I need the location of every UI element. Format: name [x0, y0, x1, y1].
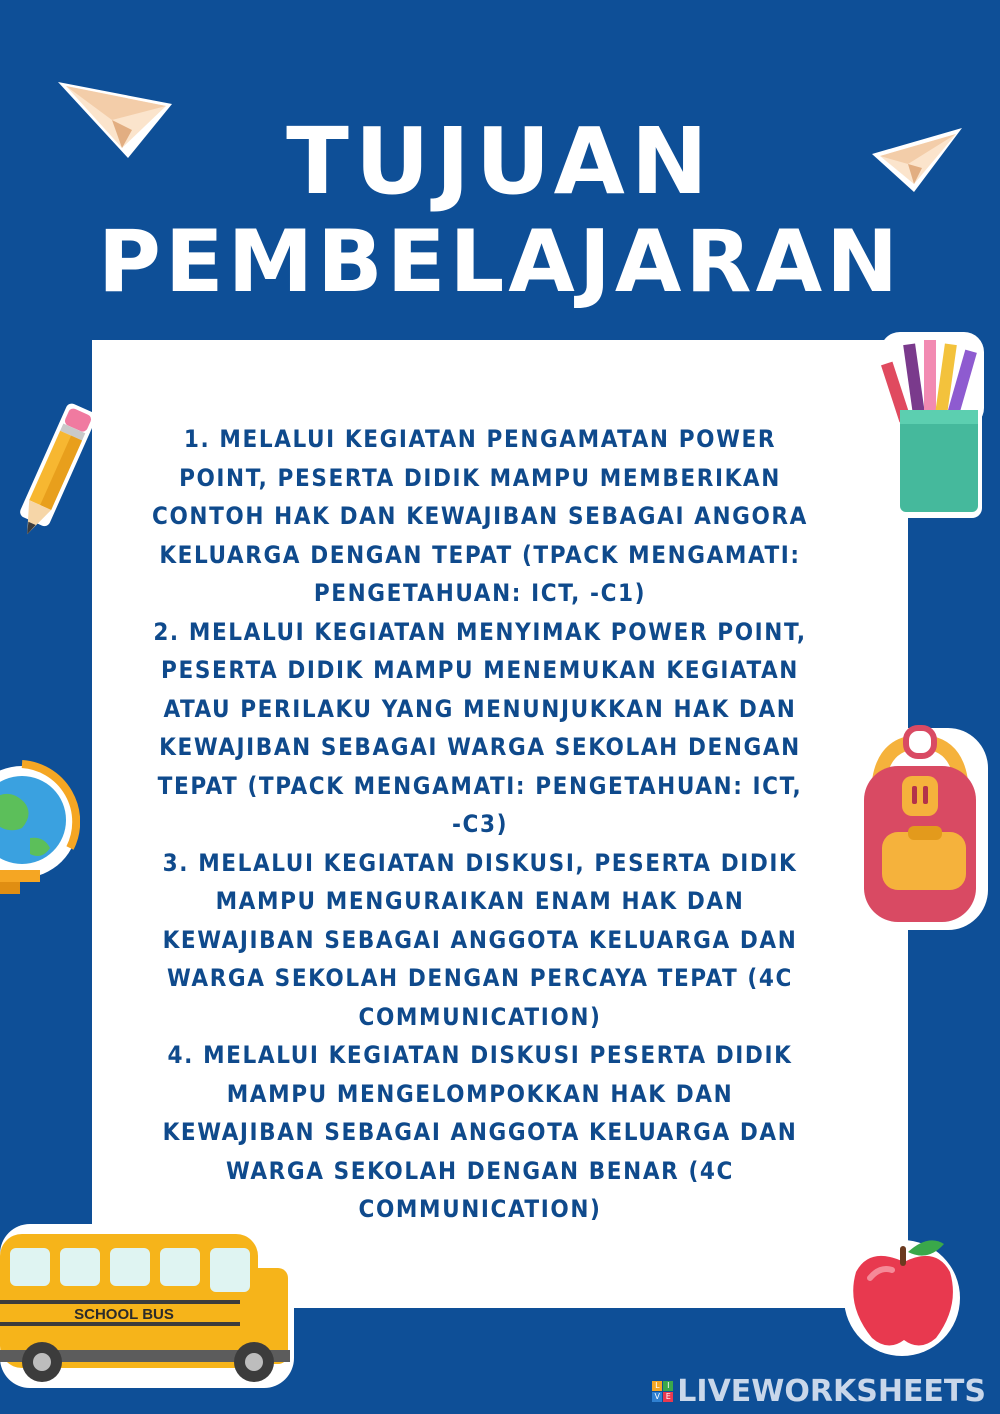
objective-item: 3. MELALUI KEGIATAN DISKUSI, PESERTA DIDIK MAMPU MENGURAIKAN ENAM HAK DAN KEWAJIBAN SEBAGAI ANGGOTA KELUARGA DAN WARGA SEKOLAH DENGAN PERCAYA TEPAT (4C COMMUNICATION) — [162, 848, 798, 1031]
school-bus-icon — [0, 1224, 300, 1396]
liveworksheets-logo-icon: L I V E — [652, 1381, 673, 1402]
backpack-icon — [846, 722, 994, 936]
pencil-cup-icon — [862, 322, 992, 522]
liveworksheets-watermark — [652, 1374, 986, 1408]
bus-label: SCHOOL BUS — [74, 1306, 174, 1323]
objective-item: 2. MELALUI KEGIATAN MENYIMAK POWER POINT, PESERTA DIDIK MAMPU MENEMUKAN KEGIATAN ATAU PERILAKU YANG MENUNJUKKAN HAK DAN KEWAJIBAN SEBAGAI WARGA SEKOLAH DENGAN TEPAT (TPACK MENGAMATI: PENGETAHUAN: ICT, -C3) — [153, 617, 807, 838]
paper-plane-icon — [868, 124, 966, 196]
page-title-line1: TUJUAN — [286, 108, 714, 215]
objective-item: 1. MELALUI KEGIATAN PENGAMATAN POWER POINT, PESERTA DIDIK MAMPU MEMBERIKAN CONTOH HAK DAN KEWAJIBAN SEBAGAI ANGORA KELUARGA DENGAN TEPAT (TPACK MENGAMATI: PENGETAHUAN: ICT, -C1) — [152, 425, 808, 607]
page-title-line2: PEMBELAJARAN — [97, 212, 903, 312]
objectives-list — [150, 420, 810, 1229]
apple-icon — [840, 1226, 966, 1358]
objective-item: 4. MELALUI KEGIATAN DISKUSI PESERTA DIDIK MAMPU MENGELOMPOKKAN HAK DAN KEWAJIBAN SEBAGAI ANGGOTA KELUARGA DAN WARGA SEKOLAH DENGAN BENAR (4C COMMUNICATION) — [162, 1041, 798, 1223]
watermark-text: LIVEWORKSHEETS — [677, 1373, 986, 1409]
paper-plane-icon — [52, 68, 178, 164]
pencil-icon — [14, 398, 94, 550]
globe-icon — [0, 748, 80, 904]
